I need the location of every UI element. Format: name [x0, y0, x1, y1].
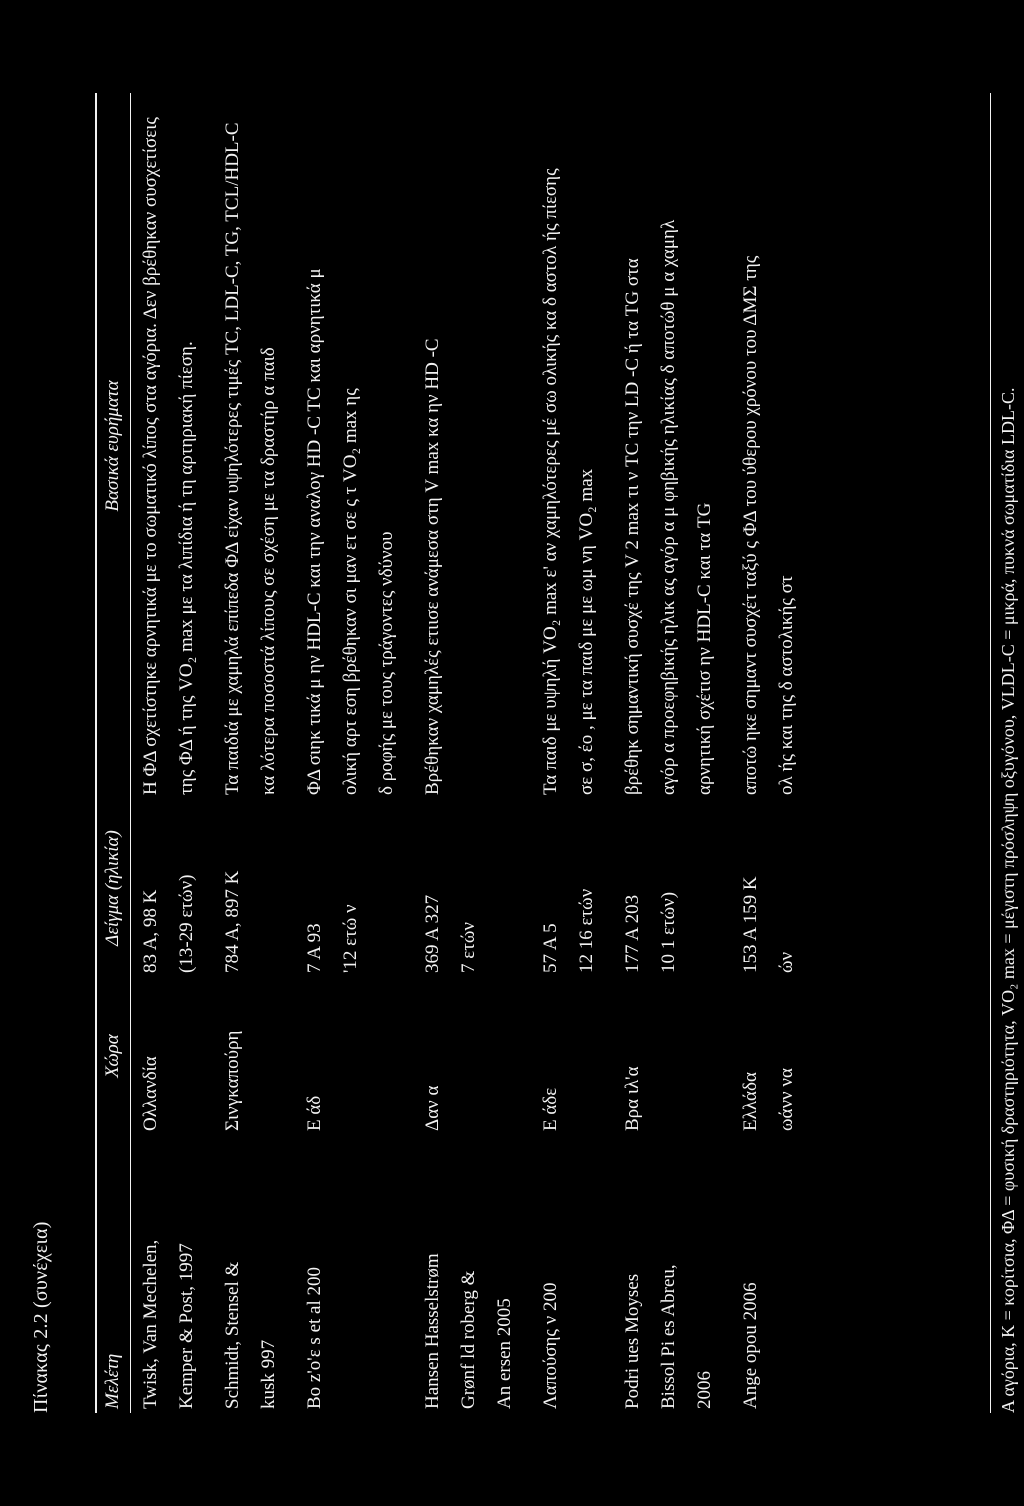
cell-country: [731, 977, 821, 1135]
study-line: Hansen Hasselstrøm: [421, 1253, 443, 1409]
cell-country: [531, 977, 613, 1135]
sample-line: 7 ετών: [457, 922, 479, 973]
cell-study: [130, 1135, 213, 1413]
country-line: [459, 981, 495, 1131]
cell-country: [295, 977, 413, 1135]
findings-line: αποτώ ηκε σημαντ συσχέτ ταξύ ς ΦΔ του ύθερου χρόνου του ΔΜΣ της: [739, 255, 761, 795]
study-line: Kemper & Post, 1997: [175, 1243, 197, 1409]
footnote: Α αγόρια, Κ = κορίτσια, ΦΔ = φυσική δραστηριότητα, VO₂ max = μέγιστη πρόσληψη οξυγόνου, VLDL-C = μικρά, πυκνά σωματίδια LDL-C.: [998, 387, 1018, 1413]
cell-study: [295, 1135, 413, 1413]
cell-sample: [213, 799, 295, 977]
table-row: [731, 93, 821, 1413]
studies-table: [95, 93, 821, 1413]
country-line: [695, 981, 731, 1131]
cell-country: [130, 977, 213, 1135]
findings-line: αρνητική σχέτισ ην HDL-C και τα TG: [693, 502, 715, 795]
country-line: [377, 981, 413, 1131]
study-line: Grønf ld roberg &: [457, 1270, 479, 1409]
header-row: [96, 93, 130, 1413]
table-caption: Πίνακας 2.2 (συνέχεια): [30, 1221, 52, 1413]
table-row: [213, 93, 295, 1413]
cell-sample: [413, 799, 531, 977]
cell-sample: [130, 799, 213, 977]
cell-findings: [731, 93, 821, 799]
sample-line: [377, 803, 413, 973]
cell-country: [413, 977, 531, 1135]
cell-sample: [731, 799, 821, 977]
sample-line: 784 Α, 897 Κ: [221, 870, 243, 973]
sample-line: [695, 803, 731, 973]
study-line: Bissol Pi es Abreu,: [657, 1264, 679, 1409]
sample-line: 57 Α 5: [539, 923, 561, 973]
findings-line: [495, 97, 531, 795]
findings-line: Βρέθηκαν χαμηλές ετιισε ανάμεσα στη V max κα ην HD -C: [421, 338, 443, 795]
study-line: 2006: [693, 1371, 715, 1409]
cell-findings: [413, 93, 531, 799]
table-body: [130, 93, 821, 1413]
cell-country: [613, 977, 731, 1135]
country-line: Σινγκαπούρη: [221, 1030, 243, 1131]
cell-sample: [613, 799, 731, 977]
sample-line: 83 Α, 98 Κ: [139, 889, 161, 973]
header-sample: Δείγμα (ηλικία): [96, 799, 130, 977]
sample-line: 12 16 ετών: [575, 888, 597, 973]
cell-findings: [613, 93, 731, 799]
country-line: [177, 981, 213, 1131]
cell-sample: [531, 799, 613, 977]
study-line: kusk 997: [257, 1339, 279, 1409]
header-findings: Βασικά ευρήματα: [96, 93, 130, 799]
findings-line: ΦΔ σιηκ τικά μ ην HDL-C και την αναλογ HD -C TC και αρνητικά μ: [303, 268, 325, 795]
cell-findings: [130, 93, 213, 799]
findings-line: Τα παιδιά με χαμηλά επίπεδα ΦΔ είχαν υψηλότερες τιμές TC, LDL-C, TG, TCL/HDL-C: [221, 122, 243, 795]
study-line: [377, 1139, 413, 1409]
findings-line: σε σ, έο , με τα παιδ με με ωμ νη VO₂ max: [575, 468, 597, 795]
study-line: [577, 1139, 613, 1409]
country-line: Ολλανδία: [139, 1056, 161, 1131]
country-line: [341, 981, 377, 1131]
country-line: [495, 981, 531, 1131]
cell-country: [213, 977, 295, 1135]
table-row: [613, 93, 731, 1413]
study-line: Ange opou 2006: [739, 1282, 761, 1409]
country-line: [659, 981, 695, 1131]
study-line: Schmidt, Stensel &: [221, 1261, 243, 1409]
sample-line: ών: [775, 951, 797, 973]
findings-line: κα λότερα ποσοστά λίπους σε σχέση με τα δραστήρ α παιδ: [257, 347, 279, 795]
study-line: Bo z'o'ε s et al 200: [303, 1267, 325, 1409]
findings-line: Η ΦΔ σχετίστηκε αρνητικά με το σωματικό λίπος στα αγόρια. Δεν βρέθηκαν συσχετίσεις: [139, 117, 161, 795]
cell-study: [731, 1135, 821, 1413]
study-line: [341, 1139, 377, 1409]
country-line: Ε άδ: [303, 1095, 325, 1131]
sample-line: (13-29 ετών): [175, 874, 197, 973]
country-line: [259, 981, 295, 1131]
country-line: Ε άδε: [539, 1087, 561, 1131]
sample-line: [259, 803, 295, 973]
country-line: Δαν α: [421, 1085, 443, 1131]
table-row: [531, 93, 613, 1413]
sample-line: 177 Α 203: [621, 894, 643, 973]
findings-line: Τα παιδ με υψηλή VO₂ max ε' αν χαμηλότερες μέ σω ολικής κα δ αστολ ής πίεσης: [539, 168, 561, 795]
cell-findings: [213, 93, 295, 799]
sample-line: 10 1 ετών): [657, 891, 679, 973]
findings-line: της ΦΔ ή της VO₂ max με τα λιπίδια ή τη αρτηριακή πίεση.: [175, 341, 197, 795]
cell-study: [613, 1135, 731, 1413]
findings-line: [459, 97, 495, 795]
country-line: [577, 981, 613, 1131]
sample-line: 153 Α 159 Κ: [739, 876, 761, 973]
cell-study: [531, 1135, 613, 1413]
findings-line: δ ροφής με τους τράγοντες νδύνου: [375, 531, 397, 795]
sample-line: [495, 803, 531, 973]
header-country: Χώρα: [96, 977, 130, 1135]
table-row: [413, 93, 531, 1413]
bottom-rule: [990, 93, 991, 1413]
findings-line: ολική αρτ εση βρέθηκαν σι μαν ετ σε ς τ VO₂ max ης: [339, 388, 361, 795]
study-line: [777, 1139, 813, 1409]
country-line: ωάνν να: [775, 1068, 797, 1131]
sample-line: 369 Α 327: [421, 894, 443, 973]
cell-study: [413, 1135, 531, 1413]
findings-line: αγόρ α προεφηβικής ηλικ ας αγόρ α μ φηβικής ηλικίας δ αποτώθ μ α χαμηλ: [657, 219, 679, 795]
cell-study: [213, 1135, 295, 1413]
study-line: An ersen 2005: [493, 1298, 515, 1409]
cell-findings: [295, 93, 413, 799]
cell-sample: [295, 799, 413, 977]
country-line: Βρα ιλ'α: [621, 1066, 643, 1131]
study-line: Podri ues Moyses: [621, 1273, 643, 1409]
header-study: Μελέτη: [96, 1135, 130, 1413]
study-line: Λαπούσης ν 200: [539, 1282, 561, 1409]
sample-line: '12 ετώ ν: [339, 904, 361, 973]
table-row: [130, 93, 213, 1413]
sample-line: 7 Α 93: [303, 923, 325, 973]
table-row: [295, 93, 413, 1413]
cell-findings: [531, 93, 613, 799]
study-line: Twisk, Van Mechelen,: [139, 1239, 161, 1409]
findings-line: ολ ής και της δ αστολικής στ: [775, 575, 797, 795]
country-line: Ελλάδα: [739, 1072, 761, 1131]
findings-line: βρέθηκ σημαντική συσχέ της V 2 max τι ν TC την LD -C ή τα TG στα: [621, 258, 643, 795]
